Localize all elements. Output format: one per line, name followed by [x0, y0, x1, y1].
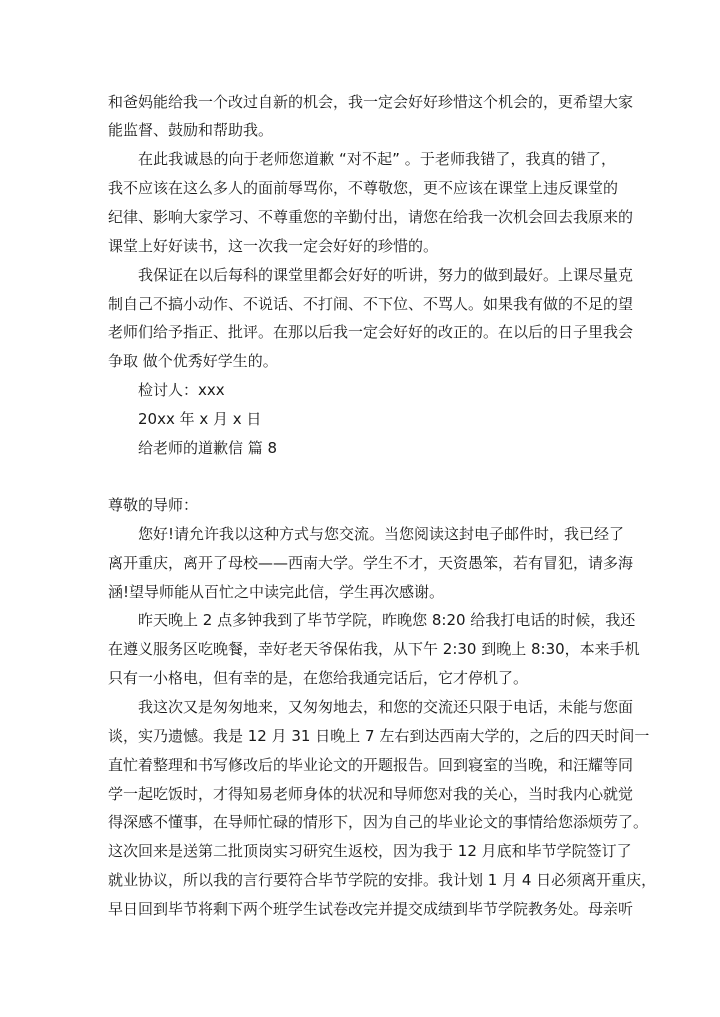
text-line: 您好!请允许我以这种方式与您交流。当您阅读这封电子邮件时，我已经了 [138, 525, 625, 543]
text-line: 课堂上好好读书，这一次我一定会好好的珍惜的。 [108, 237, 439, 255]
text-line: 在遵义服务区吃晚餐，幸好老天爷保佑我，从下午 2:30 到晚上 8:30，本来手机 [108, 640, 640, 658]
text-line: 我这次又是匆匆地来，又匆匆地去，和您的交流还只限于电话，未能与您面 [138, 698, 634, 716]
text-line: 离开重庆，离开了母校——西南大学。学生不才，天资愚笨，若有冒犯，请多海 [108, 554, 634, 572]
date-line: 20xx 年 x 月 x 日 [138, 410, 262, 428]
text-line: 昨天晚上 2 点多钟我到了毕节学院，昨晚您 8:20 给我打电话的时候，我还 [138, 611, 636, 629]
text-line: 我保证在以后每科的课堂里都会好好的听讲，努力的做到最好。上课尽量克 [138, 266, 634, 284]
text-line: 我不应该在这么多人的面前辱骂你，不尊敬您，更不应该在课堂上违反课堂的 [108, 179, 619, 197]
text-line: 就业协议，所以我的言行要符合毕节学院的安排。我计划 1 月 4 日必须离开重庆， [108, 871, 657, 889]
signature-line: 检讨人：xxx [138, 381, 225, 399]
text-line: 这次回来是送第二批顶岗实习研究生返校，因为我于 12 月底和毕节学院签订了 [108, 842, 632, 860]
salutation: 尊敬的导师： [108, 496, 199, 514]
section-heading: 给老师的道歉信 篇 8 [138, 439, 278, 457]
text-line: 得深感不懂事，在导师忙碌的情形下，因为自己的毕业论文的事情给您添烦劳了。 [108, 813, 649, 831]
text-line: 早日回到毕节将剩下两个班学生试卷改完并提交成绩到毕节学院教务处。母亲听 [108, 900, 634, 918]
text-line: 老师们给予指正、批评。在那以后我一定会好好的改正的。在以后的日子里我会 [108, 323, 634, 341]
text-line: 争取 做个优秀好学生的。 [108, 352, 278, 370]
text-line: 只有一小格电，但有幸的是，在您给我通完话后，它才停机了。 [108, 669, 529, 687]
text-line: 纪律、影响大家学习、不尊重您的辛勤付出，请您在给我一次机会回去我原来的 [108, 208, 634, 226]
text-line: 直忙着整理和书写修改后的毕业论文的开题报告。回到寝室的当晚，和汪耀等同 [108, 756, 634, 774]
text-line: 和爸妈能给我一个改过自新的机会，我一定会好好珍惜这个机会的，更希望大家 [108, 93, 634, 111]
text-line: 谈，实乃遗憾。我是 12 月 31 日晚上 7 左右到达西南大学的，之后的四天时间一 [108, 727, 650, 745]
text-line: 在此我诚恳的向于老师您道歉 “对不起” 。于老师我错了，我真的错了， [138, 150, 616, 168]
text-line: 学一起吃饭时，才得知易老师身体的状况和导师您对我的关心，当时我内心就觉 [108, 785, 634, 803]
text-line: 涵!望导师能从百忙之中读完此信，学生再次感谢。 [108, 583, 445, 601]
text-line: 能监督、鼓励和帮助我。 [108, 121, 274, 139]
text-line: 制自己不搞小动作、不说话、不打闹、不下位、不骂人。如果我有做的不足的望 [108, 295, 634, 313]
